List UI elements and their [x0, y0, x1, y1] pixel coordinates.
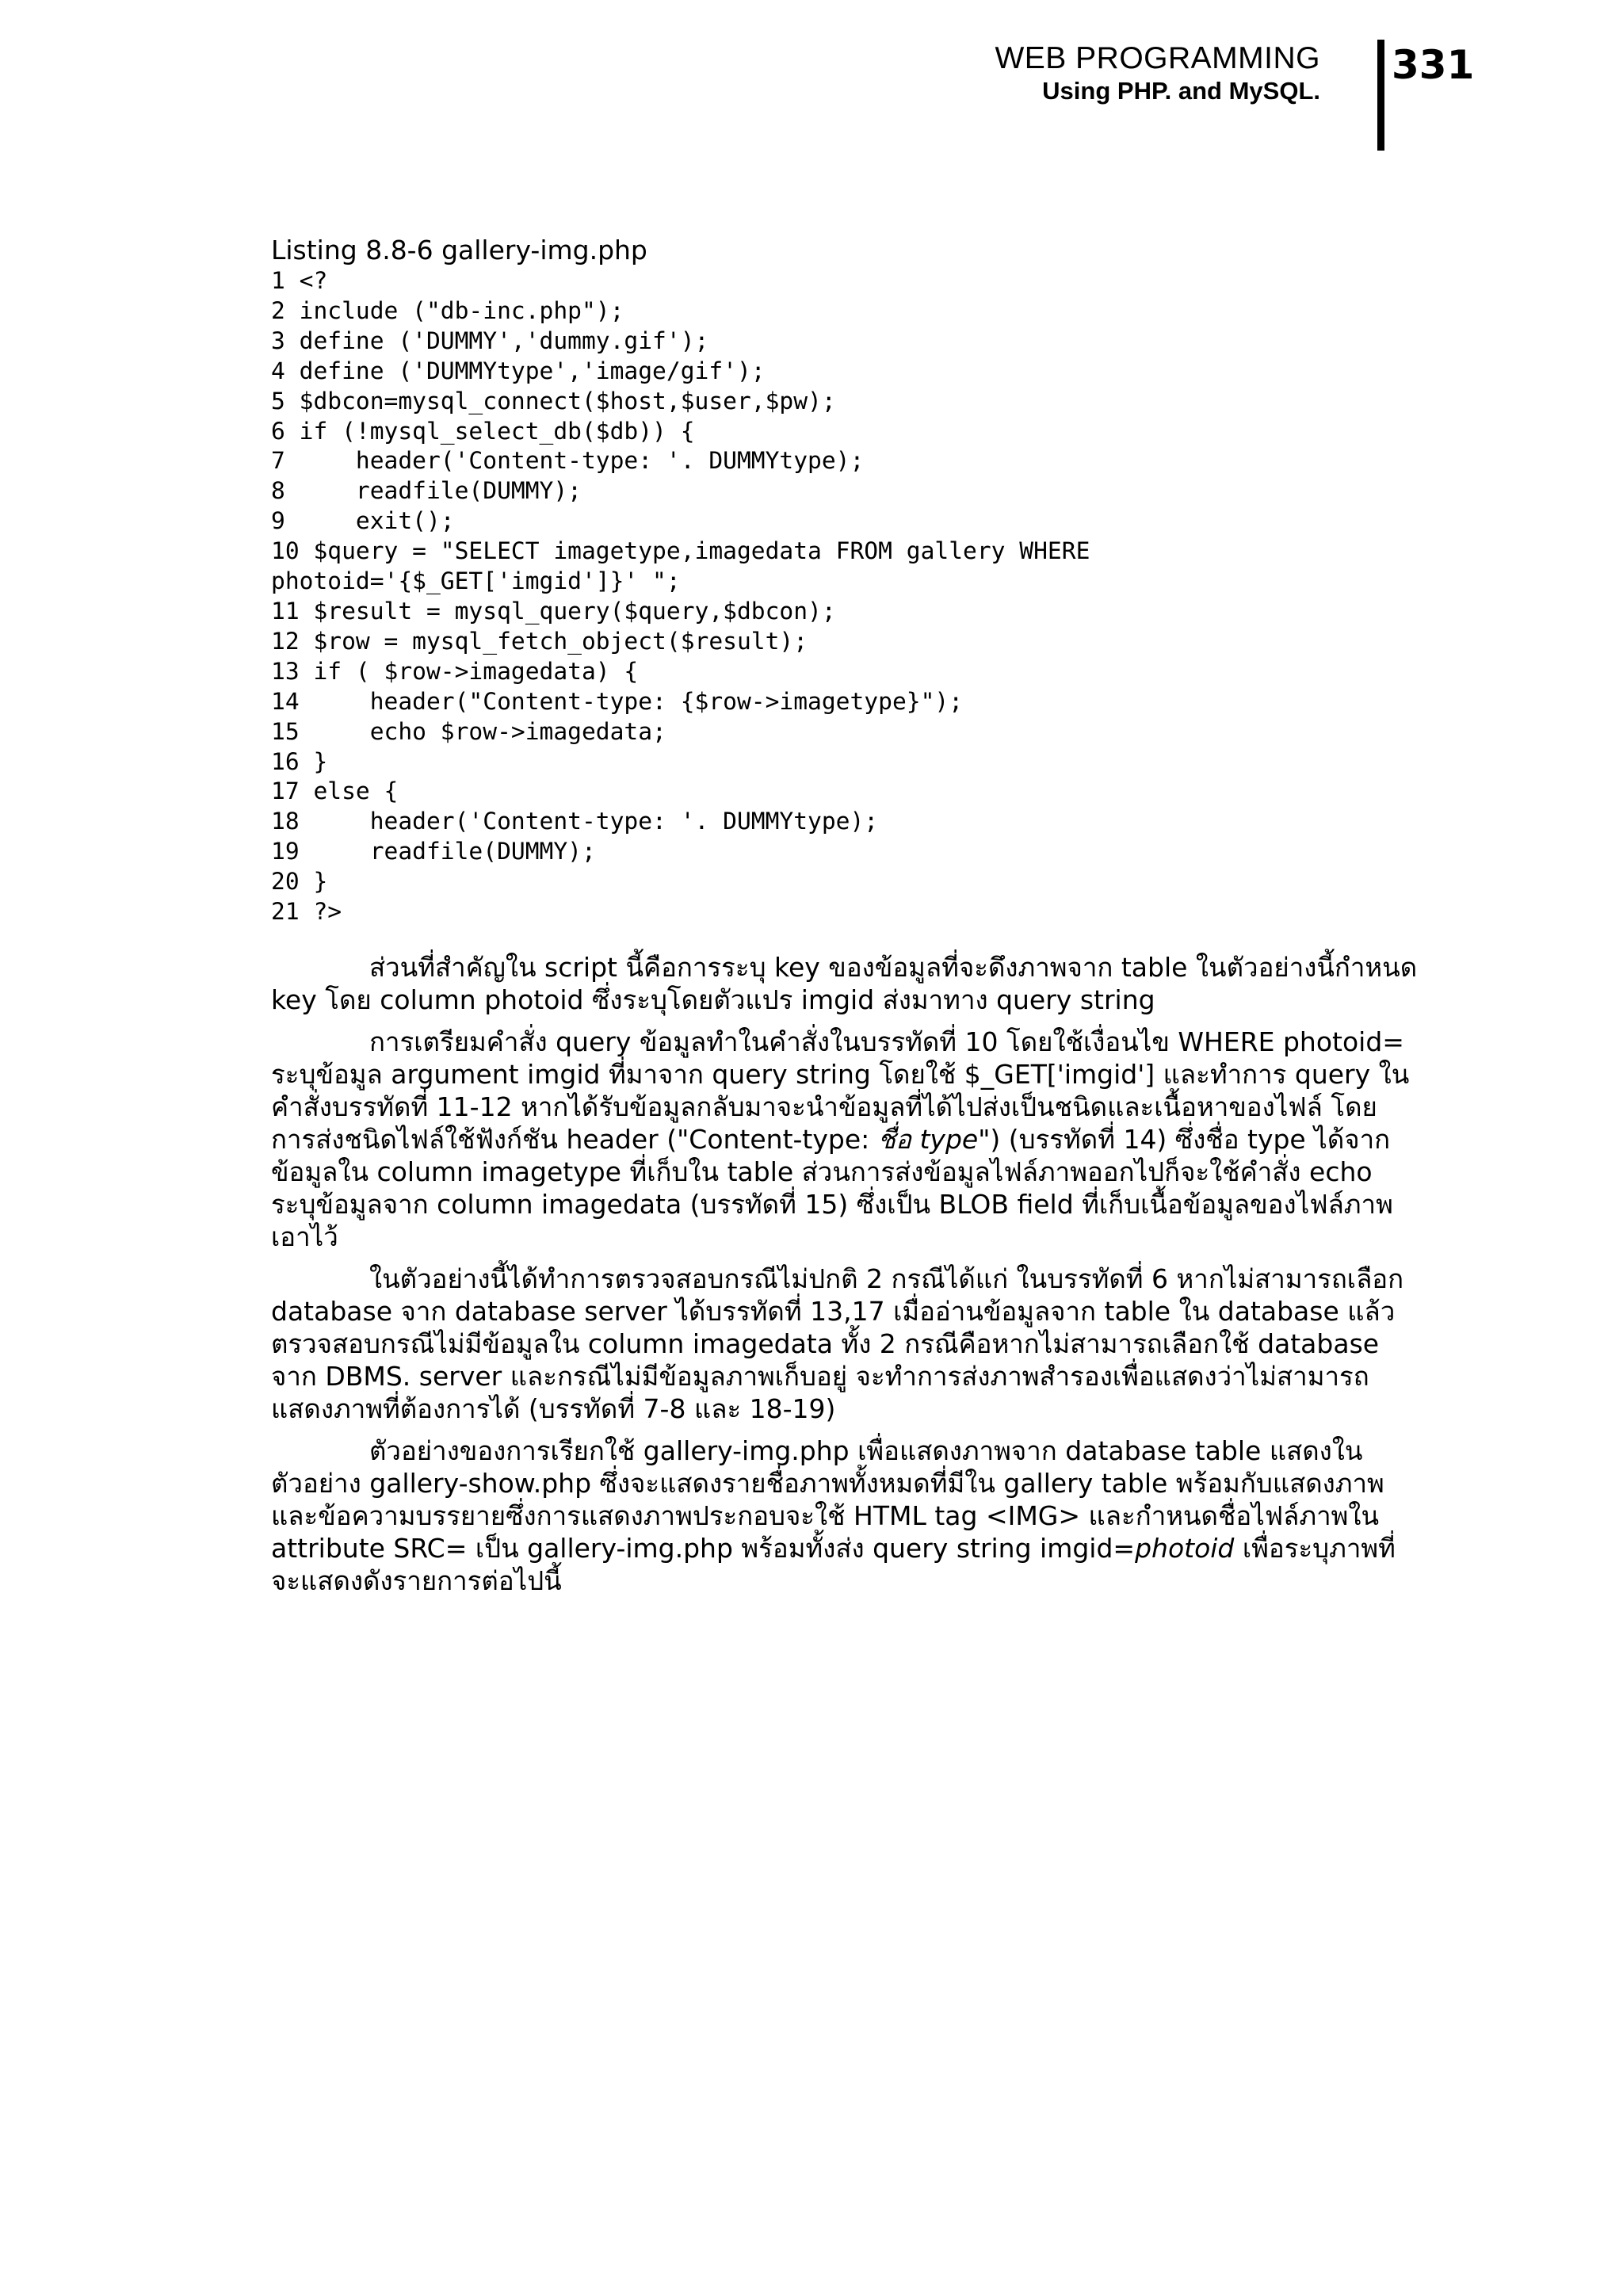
- header-title: WEB PROGRAMMING: [995, 41, 1320, 75]
- code-line: 21 ?>: [271, 898, 342, 926]
- code-line: 14 header("Content-type: {$row->imagetype}");: [271, 687, 964, 715]
- paragraph-text: การเตรียมคำสั่ง query ข้อมูลทำในคำสั่งในบรรทัดที่ 10 โดยใช้เงื่อนไข WHERE photoid= ระบุข้อมูล argument imgid ที่มาจาก query string โดยใช้ $_GET['imgid'] และทำการ query ในคำสั่งบรรทัดที่ 11-12 หากได้รับข้อมูลกลับมาจะนำข้อมูลที่ได้ไปส่งเป็นชนิดและเนื้อหาของไฟล์ โดยการส่งชนิดไฟล์ใช้ฟังก์ชัน header ("Content-type:: [271, 1026, 1410, 1155]
- code-line: 20 }: [271, 868, 328, 896]
- code-line: 7 header('Content-type: '. DUMMYtype);: [271, 447, 865, 475]
- paragraph-query-explanation: [271, 1026, 1422, 1253]
- paragraph-error-handling: ในตัวอย่างนี้ได้ทำการตรวจสอบกรณีไม่ปกติ 2 กรณีได้แก่ ในบรรทัดที่ 6 หากไม่สามารถเลือก database จาก database server ได้บรรทัดที่ 13,17 เมื่ออ่านข้อมูลจาก table ใน database แล้วตรวจสอบกรณีไม่มีข้อมูลใน column imagedata ทั้ง 2 กรณีคือหากไม่สามารถเลือกใช้ database จาก DBMS. server และกรณีไม่มีข้อมูลภาพเก็บอยู่ จะทำการส่งภาพสำรองเพื่อแสดงว่าไม่สามารถแสดงภาพที่ต้องการได้ (บรรทัดที่ 7-8 และ 18-19): [271, 1263, 1404, 1424]
- header-subtitle: Using PHP. and MySQL.: [1042, 77, 1320, 105]
- code-line: 8 readfile(DUMMY);: [271, 477, 582, 505]
- emphasis-text: photoid: [1135, 1532, 1235, 1564]
- code-line: 12 $row = mysql_fetch_object($result);: [271, 627, 808, 655]
- code-line: 4 define ('DUMMYtype','image/gif');: [271, 357, 766, 384]
- header-divider: [1377, 40, 1384, 151]
- paragraph-text: เพื่อระบุภาพที่จะแสดงดังรายการต่อไปนี้: [271, 1532, 1396, 1596]
- running-header: [995, 41, 1320, 106]
- listing-title: Listing 8.8-6 gallery-img.php: [271, 235, 647, 266]
- paragraph-usage-example: [271, 1435, 1422, 1597]
- code-line: 19 readfile(DUMMY);: [271, 838, 596, 865]
- page-body: [271, 235, 1422, 1597]
- page-number: 331: [1392, 42, 1475, 88]
- code-line: 6 if (!mysql_select_db($db)) {: [271, 417, 695, 445]
- code-line: 16 }: [271, 747, 328, 775]
- paragraph-text: ") (บรรทัดที่ 14) ซึ่งชื่อ type ได้จากข้อมูลใน column imagetype ที่เก็บใน table ส่วนการส่งข้อมูลไฟล์ภาพออกไปก็จะใช้คำสั่ง echo ระบุข้อมูลจาก column imagedata (บรรทัดที่ 15) ซึ่งเป็น BLOB field ที่เก็บเนื้อข้อมูลของไฟล์ภาพเอาไว้: [271, 1123, 1393, 1252]
- code-line: 18 header('Content-type: '. DUMMYtype);: [271, 808, 879, 835]
- emphasis-text: ชื่อ type: [877, 1123, 979, 1155]
- code-line: 2 include ("db-inc.php");: [271, 296, 624, 324]
- code-line: 17 else {: [271, 777, 399, 805]
- paragraph-text: ตัวอย่างของการเรียกใช้ gallery-img.php เพื่อแสดงภาพจาก database table แสดงในตัวอย่าง gallery-show.php ซึ่งจะแสดงรายชื่อภาพทั้งหมดที่มีใน gallery table พร้อมกับแสดงภาพและข้อความบรรยายซึ่งการแสดงภาพประกอบจะใช้ HTML tag <IMG> และกำหนดชื่อไฟล์ภาพใน attribute SRC= เป็น gallery-img.php พร้อมทั้งส่ง query string imgid=: [271, 1435, 1384, 1564]
- paragraph-key-explanation: ส่วนที่สำคัญใน script นี้คือการระบุ key ของข้อมูลที่จะดึงภาพจาก table ในตัวอย่างนี้กำหนด key โดย column photoid ซึ่งระบุโดยตัวแปร imgid ส่งมาทาง query string: [271, 951, 1418, 1015]
- code-line: 5 $dbcon=mysql_connect($host,$user,$pw);: [271, 387, 836, 415]
- code-listing: [271, 266, 1422, 927]
- code-line: 11 $result = mysql_query($query,$dbcon);: [271, 597, 836, 625]
- code-line: 1 <?: [271, 267, 328, 294]
- code-line: 9 exit();: [271, 507, 455, 535]
- code-line: 10 $query = "SELECT imagetype,imagedata FROM gallery WHERE: [271, 537, 1090, 565]
- code-line: 3 define ('DUMMY','dummy.gif');: [271, 327, 709, 354]
- code-line: photoid='{$_GET['imgid']}' ";: [271, 567, 681, 595]
- code-line: 13 if ( $row->imagedata) {: [271, 657, 639, 685]
- code-line: 15 echo $row->imagedata;: [271, 717, 666, 745]
